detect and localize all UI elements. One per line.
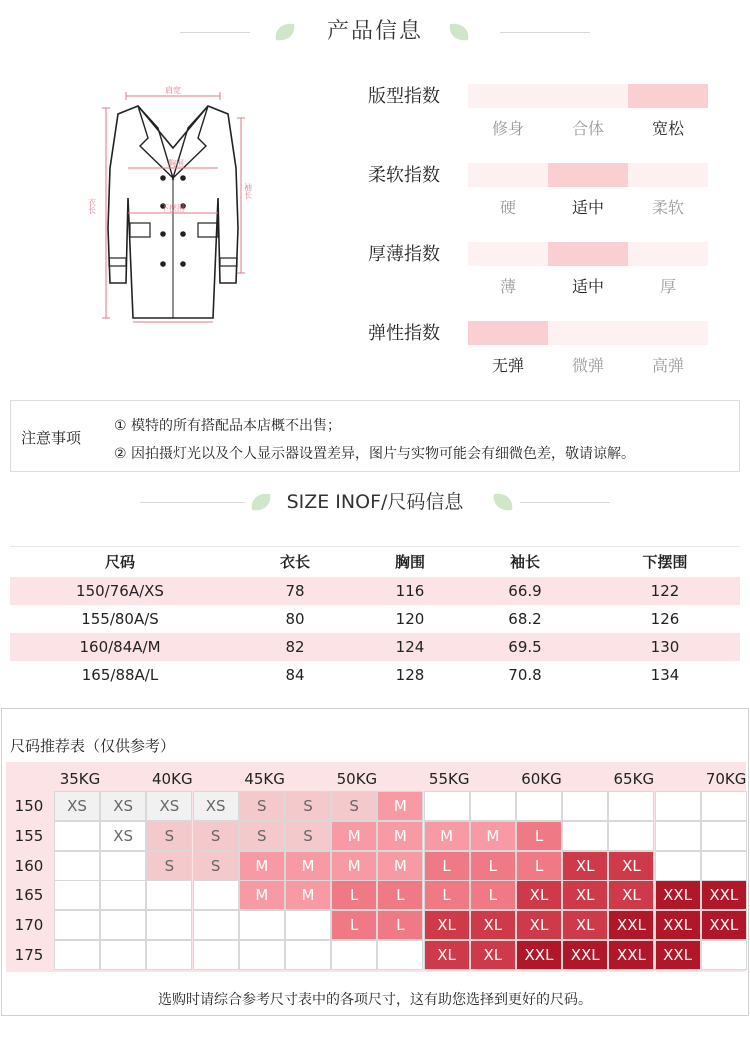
coat-diagram xyxy=(78,78,268,328)
chest-label: 胸围 xyxy=(168,159,184,168)
size-grid-cell: L xyxy=(470,851,516,881)
index-option: 薄 xyxy=(499,277,516,296)
size-grid-cell xyxy=(377,940,423,970)
size-header-cell: 衣长 xyxy=(230,547,360,577)
index-name: 柔软指数 xyxy=(368,165,440,186)
size-grid-cell xyxy=(239,910,285,940)
size-cell: 155/80A/S xyxy=(81,609,159,628)
index-option: 微弹 xyxy=(571,356,604,375)
weight-label: 40KG xyxy=(152,770,193,788)
index-segment xyxy=(628,163,708,187)
table-row xyxy=(10,577,740,605)
size-cell: 128 xyxy=(395,665,425,684)
weight-label: 65KG xyxy=(613,770,655,788)
size-cell: 126 xyxy=(650,609,680,628)
notice-box xyxy=(10,400,740,472)
size-grid-cell: XL xyxy=(562,910,608,940)
size-grid-cell xyxy=(193,880,239,910)
index-bar xyxy=(468,163,708,187)
size-grid-cell: XXL xyxy=(655,940,701,970)
height-label: 170 xyxy=(14,916,44,935)
size-header-cell: 袖长 xyxy=(460,547,590,577)
size-grid-cell: XL xyxy=(516,880,562,910)
size-grid-cell xyxy=(193,940,239,970)
size-grid-cell xyxy=(331,940,377,970)
size-cell: 150/76A/XS xyxy=(10,577,230,605)
size-grid-cell: L xyxy=(331,910,377,940)
weight-label: 45KG xyxy=(244,770,285,788)
size-grid-cell: XXL xyxy=(608,910,654,940)
size-cell: 66.9 xyxy=(460,577,590,605)
size-grid-cell: L xyxy=(424,851,470,881)
size-grid-cell xyxy=(54,851,100,881)
notice-line-2: ② 因拍摄灯光以及个人显示器设置差异，图片与实物可能会有细微色差，敬请谅解。 xyxy=(114,446,635,462)
size-cell: 84 xyxy=(285,665,305,684)
size-grid-cell xyxy=(146,940,192,970)
index-option: 宽松 xyxy=(651,119,684,138)
index-option: 适中 xyxy=(571,277,604,296)
size-grid-cell xyxy=(54,821,100,851)
size-grid-cell: XXL xyxy=(701,910,747,940)
size-cell: 160/84A/M xyxy=(10,633,230,661)
size-grid-cell xyxy=(146,880,192,910)
size-grid-cell xyxy=(655,821,701,851)
size-header-cell: 胸围 xyxy=(360,547,460,577)
size-header-cell: 尺码 xyxy=(10,547,230,577)
index-option: 厚 xyxy=(659,277,676,296)
size-grid-cell: M xyxy=(239,851,285,881)
size-grid-cell: S xyxy=(146,851,192,881)
height-label: 150 xyxy=(14,797,44,815)
size-grid-cell xyxy=(239,940,285,970)
index-segment xyxy=(468,321,548,345)
size-table-header xyxy=(10,547,740,577)
size-grid-cell: M xyxy=(377,851,423,881)
size-grid-cell xyxy=(100,940,146,970)
size-grid-cell: L xyxy=(424,880,470,910)
size-grid-cell: S xyxy=(239,791,285,821)
size-grid-cell: S xyxy=(285,821,331,851)
size-grid-cell: XL xyxy=(562,880,608,910)
product-info-header xyxy=(0,12,750,52)
size-cell: 134 xyxy=(650,665,680,684)
size-grid-cell: M xyxy=(285,880,331,910)
size-grid-cell xyxy=(146,910,192,940)
size-grid-cell xyxy=(655,851,701,881)
size-grid-cell xyxy=(701,851,747,881)
size-grid-cell xyxy=(701,821,747,851)
size-grid-cell xyxy=(54,940,100,970)
size-grid-cell xyxy=(100,880,146,910)
size-grid-cell xyxy=(100,910,146,940)
leaf-icon-right xyxy=(446,20,472,44)
size-cell: 120 xyxy=(395,609,425,628)
index-option: 无弹 xyxy=(491,356,524,375)
size-grid-cell xyxy=(655,791,701,821)
size-grid-cell: S xyxy=(146,821,192,851)
size-cell: 124 xyxy=(360,633,460,661)
height-label: 160 xyxy=(14,856,44,875)
index-segment xyxy=(548,163,628,187)
size-grid-cell xyxy=(470,791,516,821)
size-grid-cell: M xyxy=(285,851,331,881)
size-grid-cell xyxy=(562,821,608,851)
size-grid-cell: XL xyxy=(470,910,516,940)
size-grid-cell xyxy=(608,791,654,821)
index-segment xyxy=(548,321,628,345)
index-segment xyxy=(628,242,708,266)
size-cell: 122 xyxy=(590,577,740,605)
index-segment xyxy=(468,242,548,266)
index-name: 弹性指数 xyxy=(368,323,440,344)
size-grid-cell: XL xyxy=(562,851,608,881)
size-grid-cell: XXL xyxy=(562,940,608,970)
index-segment xyxy=(628,84,708,108)
size-recommendation xyxy=(1,708,749,1016)
weight-label: 35KG xyxy=(59,770,101,788)
size-grid-cell: L xyxy=(377,880,423,910)
shoulder-label: 肩宽 xyxy=(165,86,181,95)
index-bar xyxy=(468,84,708,108)
weight-label: 50KG xyxy=(336,770,378,788)
index-segment xyxy=(628,321,708,345)
size-grid-cell: XL xyxy=(470,940,516,970)
size-grid-cell: L xyxy=(331,880,377,910)
size-grid-cell: M xyxy=(377,791,423,821)
table-row xyxy=(10,605,740,633)
size-grid-cell: M xyxy=(331,821,377,851)
index-bar xyxy=(468,321,708,345)
size-grid-cell xyxy=(285,940,331,970)
size-grid-cell: L xyxy=(516,851,562,881)
size-grid-cell: M xyxy=(424,821,470,851)
size-grid-cell: XL xyxy=(424,910,470,940)
size-grid-cell: M xyxy=(239,880,285,910)
size-cell: 69.5 xyxy=(460,633,590,661)
size-grid-cell: XL xyxy=(516,910,562,940)
size-cell: 82 xyxy=(230,633,360,661)
size-grid-cell: XS xyxy=(54,791,100,821)
size-cell: 78 xyxy=(230,577,360,605)
hem-label: 下摆围 xyxy=(161,204,185,213)
length-label: 衣长 xyxy=(87,198,97,214)
size-grid-cell xyxy=(516,791,562,821)
size-header-cell: 下摆围 xyxy=(590,547,740,577)
size-grid-cell: S xyxy=(193,851,239,881)
size-grid-cell: XS xyxy=(146,791,192,821)
size-grid-cell: L xyxy=(516,821,562,851)
size-grid-cell: L xyxy=(377,910,423,940)
recommendation-footer: 选购时请综合参考尺寸表中的各项尺寸，这有助您选择到更好的尺码。 xyxy=(158,992,592,1008)
size-grid-cell: M xyxy=(331,851,377,881)
size-cell: 130 xyxy=(590,633,740,661)
index-segment xyxy=(468,163,548,187)
size-grid-cell xyxy=(193,910,239,940)
size-grid-cell: XL xyxy=(608,880,654,910)
height-label: 175 xyxy=(14,946,44,964)
notice-title: 注意事项 xyxy=(21,429,82,447)
size-grid-cell: L xyxy=(470,880,516,910)
table-row xyxy=(10,633,740,661)
size-grid-cell xyxy=(54,910,100,940)
size-grid-cell: S xyxy=(285,791,331,821)
size-grid-cell: XS xyxy=(100,821,146,851)
sleeve-label: 袖长 xyxy=(243,183,253,199)
index-name: 版型指数 xyxy=(368,86,440,107)
leaf-icon-right xyxy=(490,490,516,514)
index-option: 合体 xyxy=(571,119,604,138)
size-grid-cell xyxy=(562,791,608,821)
size-grid-cell: M xyxy=(470,821,516,851)
size-cell: 80 xyxy=(285,609,305,628)
weight-label: 60KG xyxy=(521,770,562,788)
index-option: 柔软 xyxy=(651,198,684,217)
size-grid-cell xyxy=(424,791,470,821)
size-cell: 116 xyxy=(360,577,460,605)
index-segment xyxy=(468,84,548,108)
size-cell: 68.2 xyxy=(508,609,542,628)
size-grid-cell xyxy=(54,880,100,910)
index-option: 硬 xyxy=(499,198,516,217)
size-grid-cell xyxy=(100,851,146,881)
size-grid-cell: XL xyxy=(424,940,470,970)
weight-label: 55KG xyxy=(428,770,470,788)
size-grid-cell: XXL xyxy=(516,940,562,970)
size-cell: 165/88A/L xyxy=(81,665,159,684)
size-grid-cell xyxy=(608,821,654,851)
index-bar xyxy=(468,242,708,266)
size-grid-cell xyxy=(701,940,747,970)
size-grid-cell: XXL xyxy=(701,880,747,910)
size-grid-cell: S xyxy=(193,821,239,851)
index-name: 厚薄指数 xyxy=(368,244,440,265)
size-grid-cell: M xyxy=(377,821,423,851)
size-cell: 70.8 xyxy=(508,665,542,684)
notice-line-1: ① 模特的所有搭配品本店概不出售； xyxy=(114,418,342,434)
table-row xyxy=(10,661,740,689)
height-label: 155 xyxy=(14,826,44,845)
index-segment xyxy=(548,84,628,108)
size-info-header xyxy=(0,482,750,522)
recommendation-grid xyxy=(6,762,746,972)
size-info-title: SIZE INOF/尺码信息 xyxy=(286,491,464,513)
size-grid-cell: XXL xyxy=(655,910,701,940)
product-info-title: 产品信息 xyxy=(326,19,423,44)
weight-label: 70KG xyxy=(705,770,747,788)
index-segment xyxy=(548,242,628,266)
size-grid-cell: S xyxy=(239,821,285,851)
size-grid-cell xyxy=(701,791,747,821)
size-grid-cell xyxy=(285,910,331,940)
index-option: 适中 xyxy=(571,198,604,217)
size-table xyxy=(10,546,740,689)
recommendation-title: 尺码推荐表（仅供参考） xyxy=(10,737,176,755)
size-grid-cell: XS xyxy=(193,791,239,821)
size-grid-cell: S xyxy=(331,791,377,821)
size-grid-cell: XS xyxy=(100,791,146,821)
index-option: 高弹 xyxy=(651,356,684,375)
size-grid-cell: XL xyxy=(608,851,654,881)
size-grid-cell: XXL xyxy=(655,880,701,910)
index-option: 修身 xyxy=(491,119,524,138)
height-label: 165 xyxy=(14,886,44,905)
size-grid-cell: XXL xyxy=(608,940,654,970)
